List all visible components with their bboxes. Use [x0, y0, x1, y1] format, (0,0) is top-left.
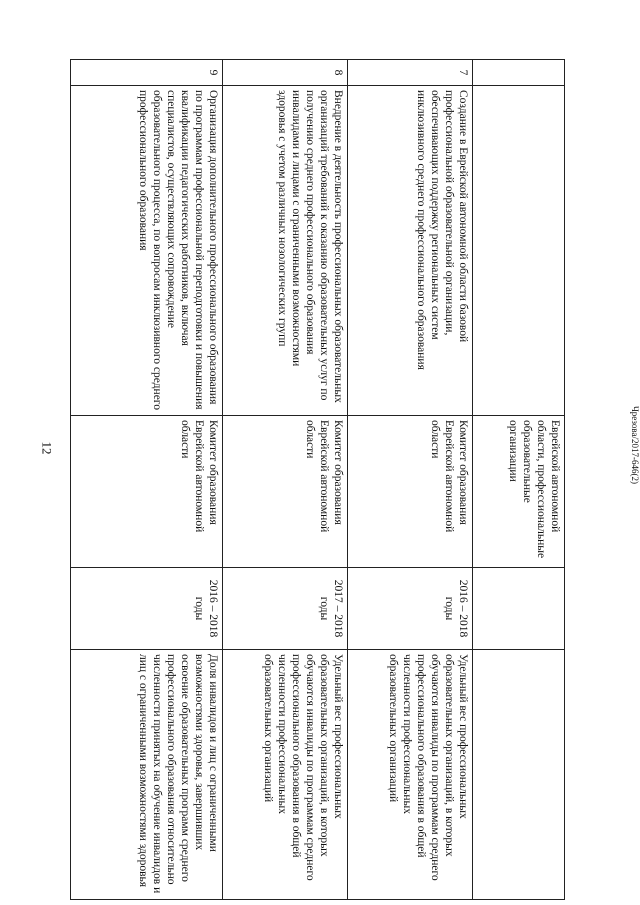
cell-activity: Внедрение в деятельность профессиональных образовательных организаций требований к оказанию образовательных услуг по получению среднего профессионального образования инвалидами и лицами с ограниченными возможностями здоровья с учетом различных нозологических групп [223, 86, 348, 416]
cell-indicator: Удельный вес профессиональных образовательных организаций, в которых обучаются инвалиды по программам среднего профессионального образования в общей численности профессиональных образовательных организаций [348, 650, 473, 900]
document-code: Чрезова/2017-646(2) [630, 405, 640, 485]
table-row [348, 60, 473, 900]
page-number: 12 [39, 441, 55, 455]
table-row [473, 60, 565, 900]
table-row [223, 60, 348, 900]
cell-executor: Комитет образования Еврейской автономной области [223, 416, 348, 568]
rotated-table-container [70, 59, 565, 899]
cell-num: 8 [223, 60, 348, 86]
cell-executor: Комитет образования Еврейской автономной области [348, 416, 473, 568]
cell-activity: Создание в Еврейской автономной области базовой профессиональной образовательной организации, обеспечивающих поддержку региональных систем инклюзивного среднего профессионального образования [348, 86, 473, 416]
cell-num: 9 [71, 60, 223, 86]
cell-indicator: Доля инвалидов и лиц с ограниченными возможностями здоровья, завершивших освоение образовательных программ среднего профессионального образования относительно численности принятых на обучение инвалидов и лиц с ограниченными возможностями здоровья [71, 650, 223, 900]
cell-period: 2016 – 2018 годы [71, 568, 223, 650]
cell-activity: Организация дополнительного профессионального образования по программам профессиональной переподготовки и повышения квалификации педагогических работников, включая специалистов, осуществляющих сопровождение образовательного процесса, по вопросам инклюзивного среднего профессионального образования [71, 86, 223, 416]
cell-num: 7 [348, 60, 473, 86]
cell-period [473, 568, 565, 650]
table-row [71, 60, 223, 900]
cell-period: 2016 – 2018 годы [348, 568, 473, 650]
cell-indicator: Удельный вес профессиональных образовательных организаций, в которых обучаются инвалиды по программам среднего профессионального образования в общей численности профессиональных образовательных организаций [223, 650, 348, 900]
cell-executor: Еврейской автономной области, профессиональные образовательные организации [473, 416, 565, 568]
cell-executor: Комитет образования Еврейской автономной области [71, 416, 223, 568]
measures-table [70, 59, 565, 900]
cell-indicator [473, 650, 565, 900]
cell-activity [473, 86, 565, 416]
cell-period: 2017 – 2018 годы [223, 568, 348, 650]
cell-num [473, 60, 565, 86]
